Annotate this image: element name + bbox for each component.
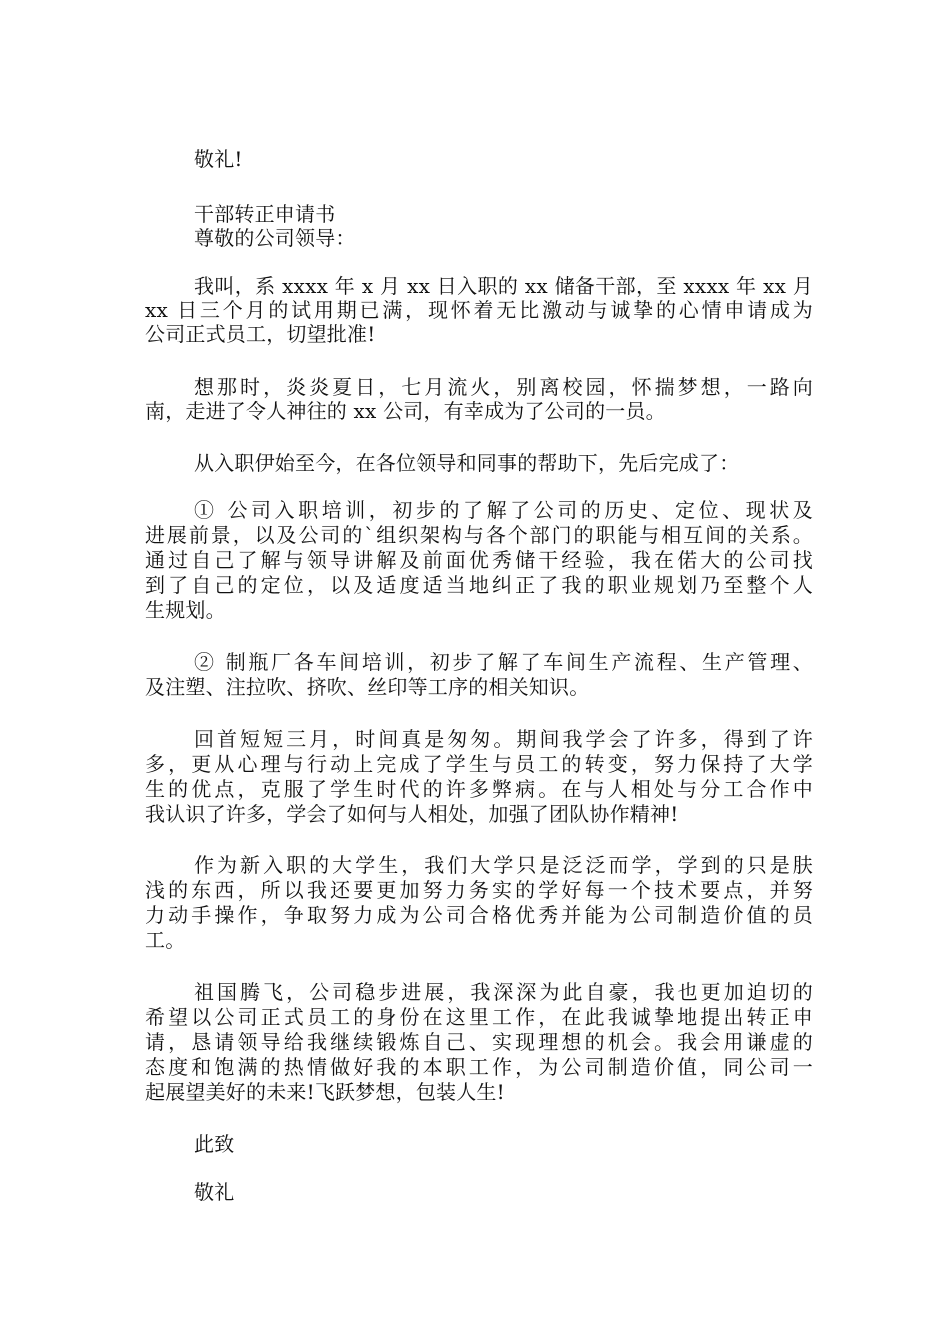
closing-greeting: 此致 <box>194 1132 235 1156</box>
closing-text: 敬礼 <box>194 1180 235 1204</box>
para-memory-line-1: 想那时，炎炎夏日，七月流火，别离校园，怀揣梦想，一路向 <box>194 375 813 399</box>
para-item-1-line-4: 到了自己的定位，以及适度适当地纠正了我的职业规划乃至整个人 <box>145 573 813 597</box>
document-title: 干部转正申请书 <box>194 202 336 226</box>
para-item-1-line-3: 通过自己了解与领导讲解及前面优秀储干经验，我在偌大的公司找 <box>145 548 813 572</box>
para-intro-line-1: 我叫，系 xxxx 年 x 月 xx 日入职的 xx 储备干部，至 xxxx 年 xx 月 <box>194 274 813 298</box>
para-reflection-line-1: 回首短短三月，时间真是匆匆。期间我学会了许多，得到了许 <box>194 727 813 751</box>
para-newcomer-line-4: 工。 <box>145 928 186 952</box>
para-item-2-line-1: ② 制瓶厂各车间培训，初步了解了车间生产流程、生产管理、 <box>194 650 813 674</box>
para-item-1-line-5: 生规划。 <box>145 598 226 622</box>
para-motherland-line-3: 请，恳请领导给我继续锻炼自己、实现理想的机会。我会用谦虚的 <box>145 1030 813 1054</box>
salutation: 尊敬的公司领导： <box>194 226 356 250</box>
para-motherland-line-2: 希望以公司正式员工的身份在这里工作，在此我诚挚地提出转正申 <box>145 1005 813 1029</box>
para-reflection-line-4: 我认识了许多，学会了如何与人相处，加强了团队协作精神! <box>145 802 679 826</box>
para-since-line-1: 从入职伊始至今，在各位领导和同事的帮助下，先后完成了： <box>194 451 740 475</box>
para-memory-line-2: 南，走进了令人神往的 xx 公司，有幸成为了公司的一员。 <box>145 399 666 423</box>
para-motherland-line-4: 态度和饱满的热情做好我的本职工作，为公司制造价值，同公司一 <box>145 1055 813 1079</box>
para-item-1-line-2: 进展前景，以及公司的`组织架构与各个部门的职能与相互间的关系。 <box>145 523 813 547</box>
para-reflection-line-3: 生的优点，克服了学生时代的许多弊病。在与人相处与分工合作中 <box>145 777 813 801</box>
para-newcomer-line-1: 作为新入职的大学生，我们大学只是泛泛而学，学到的只是肤 <box>194 853 813 877</box>
para-motherland-line-1: 祖国腾飞，公司稳步进展，我深深为此自豪，我也更加迫切的 <box>194 980 813 1004</box>
para-motherland-line-5: 起展望美好的未来!飞跃梦想，包装人生! <box>145 1080 505 1104</box>
para-intro-line-2: xx 日三个月的试用期已满，现怀着无比激动与诚挚的心情申请成为 <box>145 298 813 322</box>
para-item-1-line-1: ① 公司入职培训，初步的了解了公司的历史、定位、现状及 <box>194 498 813 522</box>
para-item-2-line-2: 及注塑、注拉吹、挤吹、丝印等工序的相关知识。 <box>145 675 590 699</box>
para-intro-line-3: 公司正式员工，切望批准! <box>145 322 376 346</box>
para-newcomer-line-3: 力动手操作，争取努力成为公司合格优秀并能为公司制造价值的员 <box>145 903 813 927</box>
closing-text-top: 敬礼! <box>194 147 243 171</box>
para-newcomer-line-2: 浅的东西，所以我还要更加努力务实的学好每一个技术要点，并努 <box>145 878 813 902</box>
para-reflection-line-2: 多，更从心理与行动上完成了学生与员工的转变，努力保持了大学 <box>145 752 813 776</box>
